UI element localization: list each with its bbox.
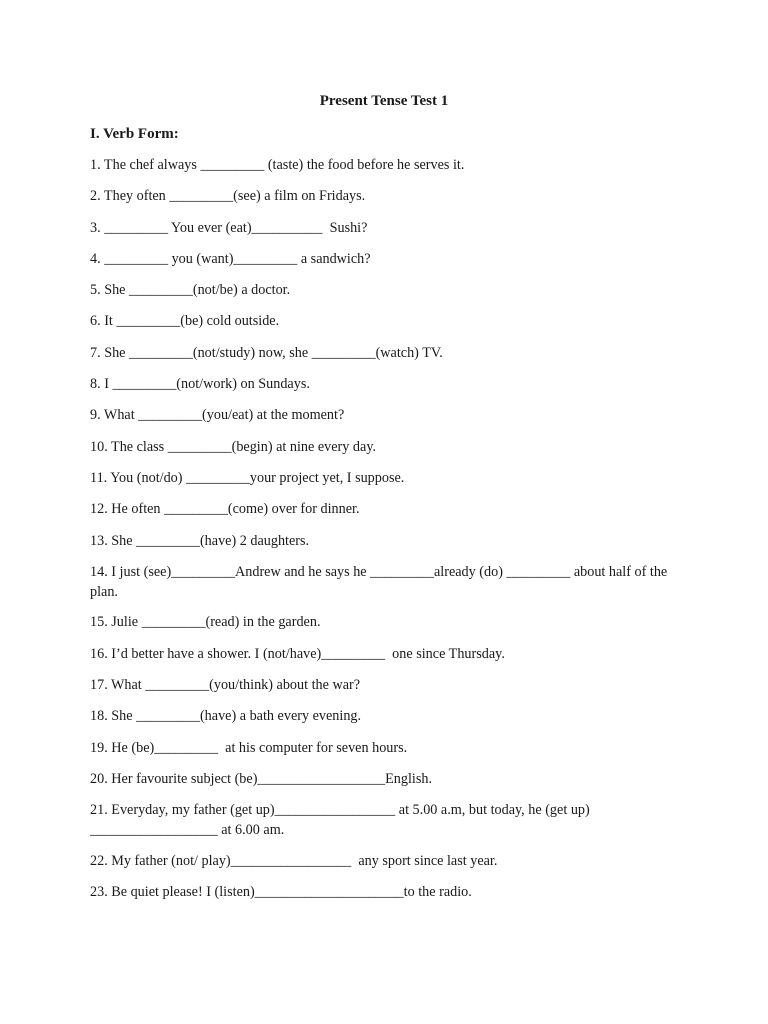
exercise-item: 18. She _________(have) a bath every evening. — [90, 708, 362, 725]
exercise-item: 5. She _________(not/be) a doctor. — [90, 282, 291, 299]
exercise-item: 12. He often _________(come) over for dinner. — [90, 501, 360, 518]
section-heading: I. Verb Form: — [90, 126, 179, 142]
exercise-item: 22. My father (not/ play)_________________ any sport since last year. — [90, 852, 498, 869]
exercise-item: 8. I _________(not/work) on Sundays. — [90, 376, 310, 393]
exercise-item: 14. I just (see)_________Andrew and he says he _________already (do) _________ about half of the plan. — [90, 563, 671, 600]
exercise-item: 21. Everyday, my father (get up)_________________ at 5.00 a.m, but today, he (get up) __________________ at 6.00 am. — [90, 802, 594, 839]
exercise-item: 17. What _________(you/think) about the war? — [90, 676, 361, 693]
exercise-item: 9. What _________(you/eat) at the moment? — [90, 407, 345, 424]
exercise-item: 2. They often _________(see) a film on Fridays. — [90, 188, 366, 205]
exercise-item: 16. I’d better have a shower. I (not/have)_________ one since Thursday. — [90, 645, 505, 662]
exercise-item: 3. _________ You ever (eat)__________ Sushi? — [90, 219, 368, 236]
exercise-item: 10. The class _________(begin) at nine every day. — [90, 438, 377, 455]
exercise-item: 19. He (be)_________ at his computer for seven hours. — [90, 739, 408, 756]
exercise-item: 7. She _________(not/study) now, she _________(watch) TV. — [90, 344, 443, 361]
exercise-item: 11. You (not/do) _________your project yet, I suppose. — [90, 469, 405, 486]
exercise-item: 13. She _________(have) 2 daughters. — [90, 532, 310, 549]
exercise-list — [90, 155, 670, 913]
exercise-item: 20. Her favourite subject (be)__________________English. — [90, 770, 433, 787]
exercise-item: 4. _________ you (want)_________ a sandwich? — [90, 250, 371, 267]
exercise-item: 23. Be quiet please! I (listen)_____________________to the radio. — [90, 883, 472, 900]
exercise-item: 6. It _________(be) cold outside. — [90, 313, 280, 330]
page-title: Present Tense Test 1 — [319, 93, 449, 109]
exercise-item: 15. Julie _________(read) in the garden. — [90, 614, 321, 631]
exercise-item: 1. The chef always _________ (taste) the food before he serves it. — [90, 157, 465, 173]
